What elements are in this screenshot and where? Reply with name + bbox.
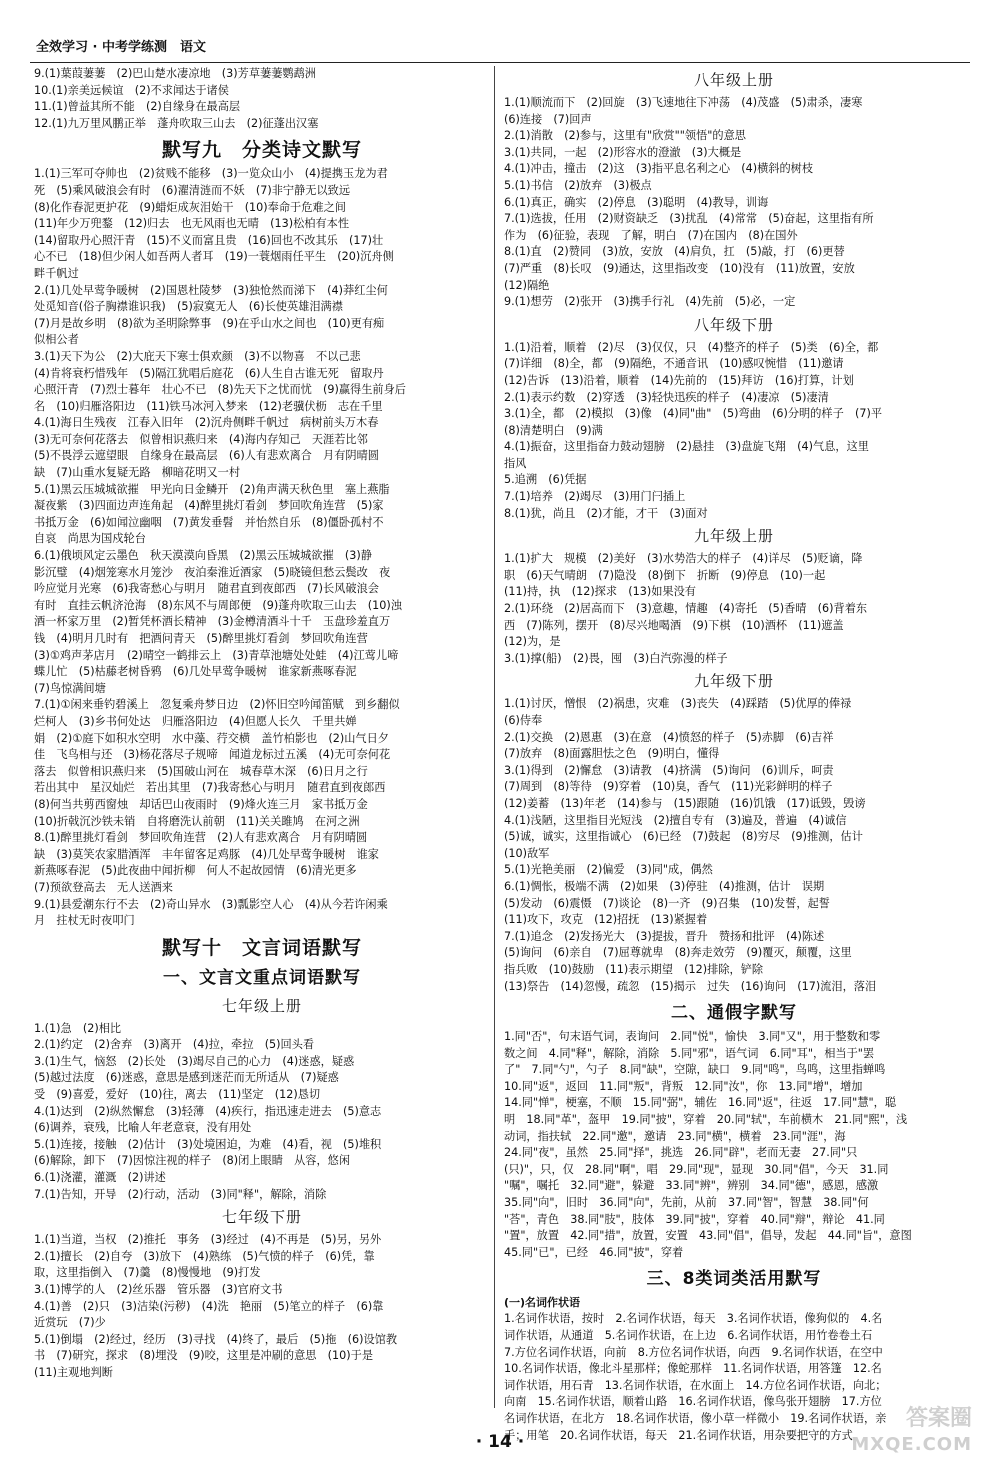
text-line: 新燕啄春泥 (5)此夜曲中闻折柳 何人不起故园情 (6)清光更多: [34, 864, 357, 878]
text-line: 5.(1)黑云压城城欲摧 甲光向日金鳞开 (2)角声满天秋色里 塞上燕脂: [34, 482, 390, 496]
site-watermark: [851, 1406, 972, 1458]
text-line: 月 拄杖无时夜叩门: [34, 914, 135, 928]
text-line: 6.(1)俄顷风定云墨色 秋天漠漠向昏黑 (2)黑云压城城欲摧 (3)静: [34, 549, 372, 563]
text-line: "荅"，青色 38.同"肢"，肢体 39.同"披"，穿着 40.同"辩"，辩论 41.同: [504, 1212, 885, 1226]
text-line: (6)连接 (7)回声: [504, 112, 592, 126]
text-line: 3.(1)博学的人 (2)丝乐器 管乐器 (3)官府文书: [34, 1283, 283, 1296]
text-line: 8.(1)直 (2)赞同 (3)放，安放 (4)肩负，扛 (5)敲，打 (6)更替: [504, 245, 845, 259]
text-line: 心不已 (18)但少闲人如吾两人者耳 (19)一蓑烟雨任平生 (20)沉舟侧: [34, 250, 394, 264]
text-line: 4.(1)振奋，这里指奋力鼓动翅膀 (2)悬挂 (3)盘旋飞翔 (4)气息，这里: [504, 440, 869, 454]
grade9-lower-body: [504, 696, 964, 995]
text-line: 7.(1)培养 (2)竭尽 (3)用门闩插上: [504, 490, 686, 504]
text-line: 1.(1)当道，当权 (2)推托 事务 (3)经过 (4)不再是 (5)另，另外: [34, 1233, 382, 1247]
section2-body: [504, 1029, 964, 1261]
text-line: (7)放弃 (8)面露胆怯之色 (9)明白，懂得: [504, 747, 720, 761]
text-line: 词作状语，从通道 5.名词作状语，在上边 6.名词作状语，用竹卷卷土石: [504, 1329, 873, 1342]
header-rule: [30, 62, 970, 63]
text-line: (8)何当共剪西窗烛 却话巴山夜雨时 (9)烽火连三月 家书抵万金: [34, 797, 368, 811]
text-line: 10.(1)亲美远候谊 (2)不求闻达于诸侯: [34, 83, 229, 97]
text-line: 12.(1)九万里风鹏正举 蓬舟吹取三山去 (2)征蓬出汉塞: [34, 116, 319, 130]
text-line: 1.同"否"，句末语气词，表询问 2.同"悦"，愉快 3.同"又"，用于整数和零: [504, 1030, 881, 1044]
text-line: 9.(1)葉葭萋萋 (2)巴山楚水凄凉地 (3)芳草萋萋鹦鹉洲: [34, 67, 316, 80]
text-line: 2.(1)表示约数 (2)穿透 (3)轻快迅疾的样子 (4)凄凉 (5)凄清: [504, 390, 829, 404]
text-line: 似相公者: [34, 333, 79, 347]
text-line: (6)调养，衰残，比喻人年老意衰，没有用处: [34, 1121, 252, 1135]
text-line: (5)诚，诚实，这里指诚心 (6)已经 (7)鼓起 (8)穷尽 (9)推测，估计: [504, 830, 863, 844]
text-line: 词作状语，用石青 13.名词作状语，在水面上 14.方位名词作状语，向北；: [504, 1378, 887, 1392]
text-line: (只)"，只，仅 28.同"啊"，唱 29.同"现"，显现 30.同"倡"，今天 31.同: [504, 1162, 889, 1176]
text-line: 4.(1)浅陋，这里指目光短浅 (2)擅自专有 (3)遍及，普遍 (4)诚信: [504, 813, 847, 827]
text-line: "嘱"，嘱托 32.同"避"，躲避 33.同"辨"，辨别 34.同"德"，感恩，感激: [504, 1179, 879, 1193]
text-line: 职 (6)天气晴朗 (7)隐没 (8)倒下 折断 (9)停息 (10)一起: [504, 568, 826, 582]
text-line: 4.(1)善 (2)只 (3)洁染(污秽) (4)洗 艳丽 (5)笔立的样子 (6)靠: [34, 1299, 384, 1313]
text-line: 4.(1)海日生残夜 江春入旧年 (2)沉舟侧畔千帆过 病树前头万木春: [34, 416, 379, 430]
text-line: 书 (7)研究，探求 (8)埋没 (9)咬，这里是冲刷的意思 (10)于是: [34, 1349, 374, 1363]
text-line: 8.(1)犹，尚且 (2)才能，才干 (3)面对: [504, 506, 708, 520]
text-line: 7.(1)①闲来垂钓碧溪上 忽复乘舟梦日边 (2)怀旧空吟闻笛赋 到乡翻似: [34, 698, 400, 712]
text-line: 7.(1)追念 (2)发扬光大 (3)提拔，晋升 赞扬和批评 (4)陈述: [504, 929, 825, 943]
text-line: (10)折戟沉沙铁未销 自将磨洗认前朝 (11)关关雎鸠 在河之洲: [34, 814, 360, 828]
section10-title: 默写十 文言词语默写: [161, 936, 362, 959]
text-line: 2.(1)约定 (2)舍弃 (3)离开 (4)拉，牵拉 (5)回头看: [34, 1038, 315, 1052]
text-line: 5.(1)倒塌 (2)经过，经历 (3)寻找 (4)终了，最后 (5)拖 (6)设馆教: [34, 1332, 398, 1346]
grade9-lower-title: 九年级下册: [693, 672, 774, 691]
text-line: (7)鸟惊满间塘: [34, 681, 106, 695]
grade7-lower-body: [34, 1232, 490, 1381]
text-line: "置"，放置 42.同"措"，放置，安置 43.同"倡"，倡导，发起 44.同"旨"，意图: [504, 1229, 912, 1243]
text-line: (6)解除，卸下 (7)因惊注视的样子 (8)闭上眼睛 从容，悠闲: [34, 1154, 351, 1168]
text-line: 2.(1)环绕 (2)居高而下 (3)意趣，情趣 (4)寄托 (5)香晴 (6)背着东: [504, 602, 868, 616]
text-line: 近赏玩 (7)少: [34, 1316, 106, 1330]
text-line: 1.(1)扩大 规模 (2)美好 (3)水势浩大的样子 (4)详尽 (5)贬谪，降: [504, 552, 863, 566]
text-line: (5)越过法度 (6)迷惑，意思是感到迷茫而无所适从 (7)疑惑: [34, 1071, 339, 1085]
text-line: 2.(1)消散 (2)参与，这里有"欣赏""领悟"的意思: [504, 129, 746, 143]
text-line: 酒一杯家万里 (2)暂凭杯酒长精神 (3)金樽清酒斗十千 玉盘珍羞直万: [34, 615, 391, 629]
text-line: 名 (10)归雁洛阳边 (11)铁马冰河入梦来 (12)老骥伏枥 志在千里: [34, 399, 383, 413]
text-line: 45.同"已"，已经 46.同"披"，穿着: [504, 1245, 684, 1259]
left-column: [34, 66, 490, 1382]
text-line: 35.同"向"，旧时 36.同"向"，先前，从前 37.同"智"，智慧 38.同"何: [504, 1196, 869, 1210]
text-line: 10.名词作状语，像北斗星那样；像蛇那样 11.名词作状语，用答篷 12.名: [504, 1362, 882, 1376]
text-line: 缺 (3)莫笑农家腊酒浑 丰年留客足鸡豚 (4)几处早莺争暖树 谁家: [34, 847, 379, 861]
grade8-lower-body: [504, 340, 964, 523]
text-line: 有时 直挂云帆济沧海 (8)东风不与周郎便 (9)蓬舟吹取三山去 (10)浊: [34, 598, 402, 612]
text-line: (7)周到 (8)等待 (9)穿着 (10)臭，香气 (11)光彩鲜明的样子: [504, 780, 833, 794]
text-line: 若出其中 星汉灿烂 若出其里 (7)我寄愁心与明月 随君直到夜郎西: [34, 781, 386, 795]
text-line: (12)告诉 (13)沿着，顺着 (14)先前的 (15)拜访 (16)打算，计划: [504, 373, 854, 387]
text-line: (7)严重 (8)长叹 (9)通达，这里指改变 (10)没有 (11)放置，安放: [504, 261, 855, 275]
text-line: (3)无可奈何花落去 似曾相识燕归来 (4)海内存知己 天涯若比邻: [34, 432, 368, 446]
text-line: (3)①鸡声茅店月 (2)晴空一鹤排云上 (3)青草池塘处处蛙 (4)江莺儿啼: [34, 648, 399, 662]
text-line: 1.(1)讨厌，憎恨 (2)祸患，灾难 (3)丧失 (4)踩踏 (5)优厚的俸禄: [504, 697, 852, 711]
text-line: 向南 15.名词作状语，顺着山路 16.名词作状语，像鸟张开翅膀 17.方位: [504, 1395, 882, 1409]
lines-top: [34, 66, 490, 132]
grade7-lower-title: 七年级下册: [221, 1208, 302, 1227]
grade7-upper-body: [34, 1021, 490, 1204]
grade9-upper-title: 九年级上册: [693, 527, 774, 546]
section10-subtitle: 一、文言文重点词语默写: [163, 967, 361, 988]
text-line: 西 (7)陈列，摆开 (8)尽兴地喝酒 (9)下棋 (10)酒杯 (11)遮盖: [504, 618, 844, 632]
text-line: (8)清楚明白 (9)满: [504, 423, 603, 437]
text-line: 1.(1)三军可夺帅也 (2)贫贱不能移 (3)一览众山小 (4)提携玉龙为君: [34, 167, 388, 181]
text-line: 佳 飞鸟相与还 (3)杨花落尽子规啼 闻道龙标过五溪 (4)无可奈何花: [34, 748, 391, 762]
text-line: 2.(1)几处早莺争暖树 (2)国恩杜陵梦 (3)独怆然而涕下 (4)莽红尘何: [34, 283, 388, 297]
watermark-line1: 答案圈: [905, 1406, 972, 1431]
text-line: 蝶儿忙 (5)枯藤老树昏鸦 (6)几处早莺争暖树 谁家新燕啄春泥: [34, 665, 357, 679]
text-line: 了" 7.同"勺"，勺子 8.同"缺"，空隙，缺口 9.同"鸣"，鸟鸣，这里指蝉鸣: [504, 1063, 886, 1077]
text-line: (13)祭告 (14)忽慢，疏忽 (15)揭示 过失 (16)询问 (17)流泪，落泪: [504, 979, 877, 993]
text-line: 6.(1)浇灌，灌溉 (2)讲述: [34, 1171, 166, 1185]
text-line: 8.(1)醉里挑灯看剑 梦回吹角连营 (2)人有悲欢离合 月有阴晴圆: [34, 831, 368, 845]
text-line: 畔千帆过: [34, 266, 79, 280]
section9-title: 默写九 分类诗文默写: [161, 139, 362, 162]
text-line: 处觅知音(俗子胸襟谁识我) (5)寂寞无人 (6)长使英雄泪满襟: [34, 300, 343, 314]
text-line: 9.(1)县爱潮东行不去 (2)奇山异水 (3)瓢影空人心 (4)从今若许闲乘: [34, 897, 388, 911]
text-line: 5.(1)连接，接触 (2)估计 (3)处境困迫，为难 (4)看，视 (5)堆积: [34, 1137, 382, 1151]
text-line: 心照汗青 (7)烈士暮年 壮心不已 (8)先天下之忧而忧 (9)赢得生前身后: [34, 383, 406, 397]
text-line: 3.(1)全，都 (2)模拟 (3)像 (4)同"曲" (5)弯曲 (6)分明的样子 (7)平: [504, 407, 883, 421]
grade9-upper-body: [504, 551, 964, 667]
text-line: 书抵万金 (6)如闻泣幽咽 (7)黄发垂髫 并怡然自乐 (8)僵卧孤村不: [34, 515, 384, 529]
text-line: 动词，指扶轼 22.同"邀"，邀请 23.同"横"，横着 23.同"涯"，海: [504, 1129, 846, 1143]
text-line: 3.(1)天下为公 (2)大庇天下寒士俱欢颜 (3)不以物喜 不以己悲: [34, 349, 361, 363]
section3-title: 三、8类词类活用默写: [646, 1269, 822, 1290]
text-line: 6.(1)惆怅，极端不满 (2)如果 (3)停驻 (4)推测，估计 误期: [504, 879, 825, 893]
text-line: 7.方位名词作状语，向前 8.方位名词作状语，向西 9.名词作状语，在空中: [504, 1345, 883, 1359]
text-line: (7)预欲登高去 无人送酒来: [34, 880, 173, 894]
section3-subtitle: (一)名词作状语: [504, 1296, 581, 1310]
text-line: 落去 似曾相识燕归来 (5)国破山河在 城春草木深 (6)日月之行: [34, 764, 379, 778]
text-line: (6)侍奉: [504, 714, 543, 727]
text-line: 指风: [504, 456, 527, 470]
page-header: 全效学习 · 中考学练测 语文: [36, 40, 206, 55]
text-line: (14)留取丹心照汗青 (15)不义而富且贵 (16)回也不改其乐 (17)壮: [34, 233, 384, 247]
text-line: 5.追溯 (6)凭据: [504, 473, 587, 487]
text-line: (11)攻下，攻克 (12)招抚 (13)紧握着: [504, 913, 708, 927]
text-line: 指兵败 (10)鼓励 (11)表示期望 (12)排除，铲除: [504, 962, 764, 976]
text-line: 作为 (6)征验，表现 了解，明白 (7)在国内 (8)在国外: [504, 228, 798, 242]
text-line: 24.同"夜"，虽然 25.同"择"，挑选 26.同"辟"，老而无妻 27.同"只: [504, 1146, 858, 1160]
text-line: 4.(1)冲击，撞击 (2)这 (3)指平息名利之心 (4)横斜的树枝: [504, 162, 814, 176]
text-line: 娟 (2)①庭下如积水空明 水中藻、荇交横 盖竹柏影也 (2)山气日夕: [34, 731, 389, 745]
text-line: 1.(1)急 (2)相比: [34, 1021, 122, 1035]
text-line: 6.(1)真正，确实 (2)停息 (3)聪明 (4)教导，训诲: [504, 195, 769, 209]
text-line: 9.(1)想劳 (2)张开 (3)携手行礼 (4)先前 (5)必，一定: [504, 295, 796, 309]
text-line: 受 (9)喜爱，爱好 (10)往，离去 (11)坚定 (12)恳切: [34, 1088, 321, 1102]
page-number: · 14 ·: [475, 1432, 525, 1452]
text-line: (7)月是故乡明 (8)欲为圣明除弊事 (9)在乎山水之间也 (10)更有痴: [34, 316, 385, 330]
text-line: 数之间 4.同"释"，解除，消除 5.同"邪"，语气词 6.同"耳"，相当于"罢: [504, 1046, 875, 1060]
text-line: 烂柯人 (3)乡书何处达 归雁洛阳边 (4)但愿人长久 千里共婵: [34, 714, 357, 728]
column-divider: [494, 66, 495, 1408]
grade8-upper-body: [504, 95, 964, 311]
watermark-line2: MXQE.COM: [851, 1434, 972, 1455]
text-line: (5)询问 (6)亲自 (7)屈尊就卑 (8)奔走效劳 (9)覆灭，颠覆，这里: [504, 946, 852, 960]
text-line: 钱 (4)明月几时有 把酒问青天 (5)醉里挑灯看剑 梦回吹角连营: [34, 632, 368, 645]
text-line: 名词作状语，在北方 18.名词作状语，像小草一样微小 19.名词作状语，亲: [504, 1411, 887, 1425]
section2-title: 二、通假字默写: [671, 1003, 797, 1024]
text-line: (8)化作春泥更护花 (9)蜡炬成灰泪始干 (10)奉命于危难之间: [34, 200, 346, 214]
text-line: (4)肯将衰朽惜残年 (5)隔江犹唱后庭花 (6)人生自古谁无死 留取丹: [34, 366, 384, 380]
text-line: 3.(1)生气，恼怒 (2)长处 (3)竭尽自己的心力 (4)迷惑，疑惑: [34, 1054, 355, 1068]
text-line: (5)不畏浮云遮望眼 自缘身在最高层 (6)人有悲欢离合 月有阴晴圆: [34, 449, 379, 463]
text-line: (5)发动 (6)震慑 (7)谈论 (8)一齐 (9)召集 (10)发誓，起誓: [504, 896, 830, 910]
text-line: (12)为，是: [504, 635, 561, 649]
text-line: 4.(1)达到 (2)纵然懈怠 (3)轻薄 (4)疾行，指迅速走进去 (5)意志: [34, 1104, 382, 1118]
text-line: 5.(1)光艳美丽 (2)偏爱 (3)同"成，偶然: [504, 863, 713, 877]
grade7-upper-title: 七年级上册: [221, 996, 302, 1015]
text-line: (10)敌军: [504, 846, 550, 860]
text-line: 1.名词作状语，按时 2.名词作状语，每天 3.名词作状语，像狗似的 4.名: [504, 1312, 883, 1326]
text-line: 2.(1)擅长 (2)自夸 (3)放下 (4)熟练 (5)气愤的样子 (6)凭，靠: [34, 1249, 375, 1263]
text-line: 1.(1)沿着，顺着 (2)尽 (3)仅仅，只 (4)整齐的样子 (5)类 (6)全，都: [504, 340, 879, 354]
text-line: (12)隔绝: [504, 278, 550, 292]
text-line: 自哀 尚思为国戍轮台: [34, 532, 146, 546]
text-line: 缺 (7)山重水复疑无路 柳暗花明又一村: [34, 466, 241, 480]
section9-body: [34, 166, 490, 929]
grade8-upper-title: 八年级上册: [693, 71, 774, 89]
text-line: 取，这里指倒入 (7)羹 (8)慢慢地 (9)打发: [34, 1266, 261, 1280]
text-line: 14.同"惮"，梗塞，不顺 15.同"弼"，辅佐 16.同"返"，往返 17.同"慧"，聪: [504, 1096, 897, 1110]
text-line: 3.(1)共同，一起 (2)形容水的澄澈 (3)大概是: [504, 145, 742, 159]
text-line: 影沉璧 (4)烟笼寒水月笼沙 夜泊秦淮近酒家 (5)晓镜但愁云鬓改 夜: [34, 565, 391, 579]
text-line: 3.(1)撑(船) (2)畏，囤 (3)白汽弥漫的样子: [504, 651, 728, 665]
text-line: 死 (5)乘风破浪会有时 (6)濯清涟而不妖 (7)非宁静无以致远: [34, 183, 351, 197]
text-line: 7.(1)告知，开导 (2)行动，活动 (3)同"释"，解除，消除: [34, 1187, 327, 1201]
right-column: [504, 66, 964, 1444]
text-line: 手；用笔 20.名词作状语，每天 21.名词作状语，用杂要把守的方式: [504, 1428, 853, 1442]
text-line: 7.(1)选拔，任用 (2)财资缺乏 (3)扰乱 (4)常常 (5)奋起，这里指有所: [504, 212, 874, 226]
text-line: (12)姜蓄 (13)年老 (14)参与 (15)跟随 (16)饥饿 (17)诋毁，毁谤: [504, 796, 866, 810]
text-line: 凝夜紫 (3)四面边声连角起 (4)醉里挑灯看剑 梦回吹角连营 (5)家: [34, 499, 384, 513]
grade8-lower-title: 八年级下册: [693, 315, 774, 334]
text-line: (11)持，执 (12)探求 (13)如果没有: [504, 585, 696, 599]
text-line: (11)年少万兜鍪 (12)归去 也无风雨也无晴 (13)松柏有本性: [34, 217, 350, 231]
text-line: (11)主观地判断: [34, 1365, 113, 1379]
text-line: 5.(1)书信 (2)放弃 (3)极点: [504, 178, 652, 192]
text-line: 10.同"返"，返回 11.同"叛"，背叛 12.同"汝"，你 13.同"增"，增加: [504, 1079, 863, 1093]
text-line: 11.(1)曾益其所不能 (2)自缘身在最高层: [34, 100, 241, 114]
text-line: 1.(1)顺流而下 (2)回旋 (3)飞速地往下冲荡 (4)茂盛 (5)肃杀，凄寒: [504, 96, 863, 109]
text-line: 明 18.同"革"，盔甲 19.同"披"，穿着 20.同"轼"，车前横木 21.同"熙"，浅: [504, 1113, 908, 1127]
text-line: (7)详细 (8)全，都 (9)隔绝，不通音讯 (10)感叹惋惜 (11)邀请: [504, 357, 844, 371]
text-line: 2.(1)交换 (2)恩惠 (3)在意 (4)愤怒的样子 (5)赤脚 (6)吉祥: [504, 730, 834, 744]
text-line: 3.(1)得到 (2)懈怠 (3)请教 (4)挤满 (5)询问 (6)训斥，呵责: [504, 763, 834, 777]
text-line: 吟应觉月光寒 (6)我寄愁心与明月 随君直到夜郎西 (7)长风破浪会: [34, 582, 379, 596]
